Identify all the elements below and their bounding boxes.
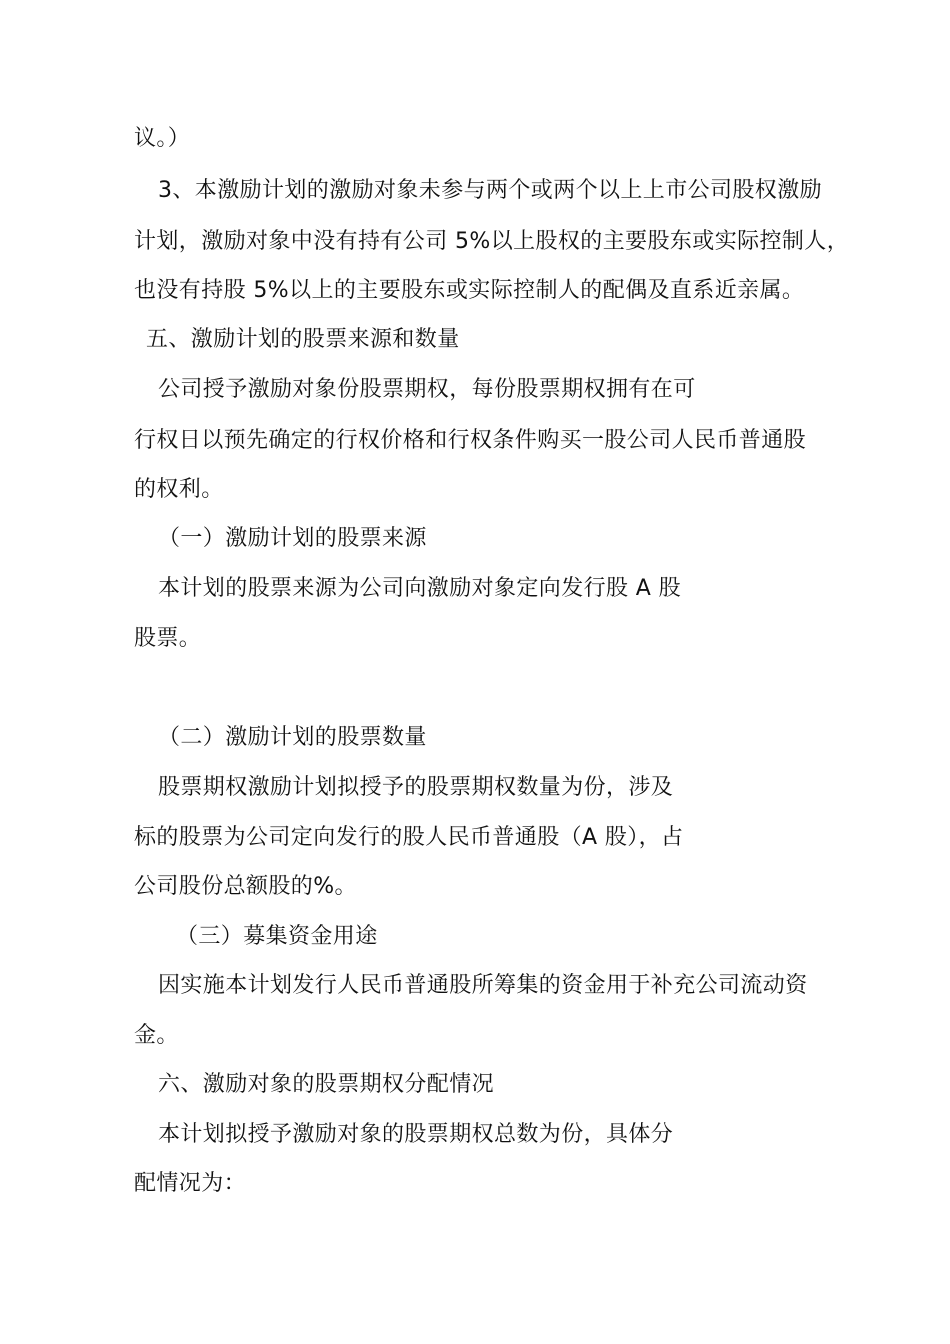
text-line: 股票期权激励计划拟授予的股票期权数量为份，涉及 xyxy=(158,775,674,800)
text-line: 本计划拟授予激励对象的股票期权总数为份，具体分 xyxy=(158,1122,674,1147)
text-line: 也没有持股 5%以上的主要股东或实际控制人的配偶及直系近亲属。 xyxy=(134,278,805,303)
text-line: 的权利。 xyxy=(134,477,224,502)
text-line: 3、本激励计划的激励对象未参与两个或两个以上上市公司股权激励 xyxy=(158,178,822,203)
text-line: 议。） xyxy=(134,126,191,151)
text-line: 本计划的股票来源为公司向激励对象定向发行股 A 股 xyxy=(158,576,682,601)
text-line: 计划，激励对象中没有持有公司 5%以上股权的主要股东或实际控制人， xyxy=(134,229,850,254)
text-line: 公司授予激励对象份股票期权，每份股票期权拥有在可 xyxy=(158,377,696,402)
text-line: 因实施本计划发行人民币普通股所筹集的资金用于补充公司流动资 xyxy=(158,973,808,998)
text-line: 金。 xyxy=(134,1023,179,1048)
text-line: 配情况为： xyxy=(134,1171,247,1196)
subsection-heading: （二）激励计划的股票数量 xyxy=(158,725,427,750)
text-line: 标的股票为公司定向发行的股人民币普通股（A 股），占 xyxy=(134,825,684,850)
subsection-heading: （一）激励计划的股票来源 xyxy=(158,526,427,551)
text-line: 股票。 xyxy=(134,626,202,651)
section-heading: 五、激励计划的股票来源和数量 xyxy=(146,327,460,352)
subsection-heading: （三）募集资金用途 xyxy=(176,924,378,949)
text-line: 公司股份总额股的%。 xyxy=(134,874,357,899)
section-heading: 六、激励对象的股票期权分配情况 xyxy=(158,1072,495,1097)
text-line: 行权日以预先确定的行权价格和行权条件购买一股公司人民币普通股 xyxy=(134,428,807,453)
